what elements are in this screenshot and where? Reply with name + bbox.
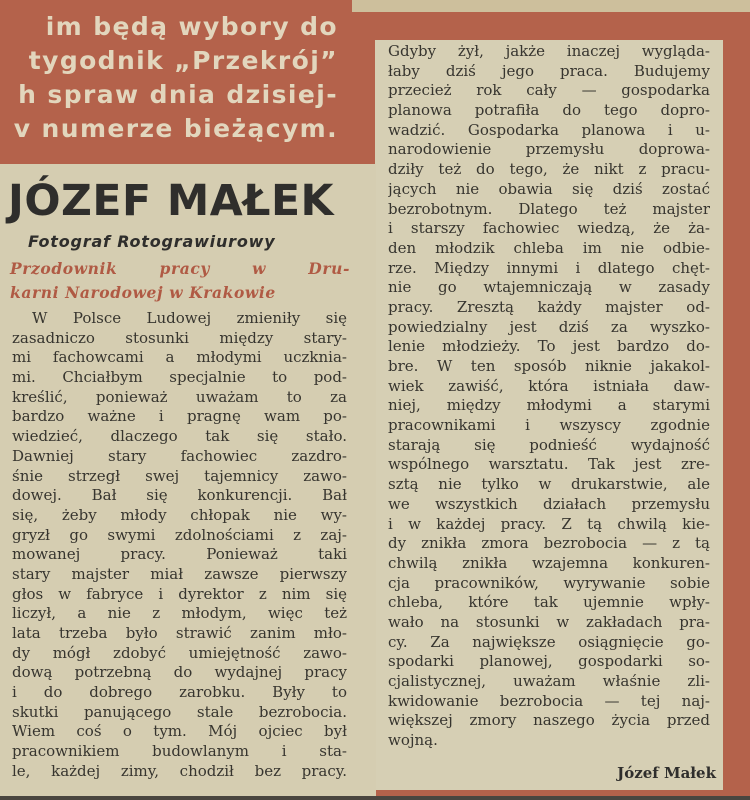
text-line: gryzł go swymi zdolnościami z zaj- <box>12 525 347 544</box>
article-headline: JÓZEF MAŁEK <box>8 176 335 226</box>
article-kicker-line: Przodownik pracy w Dru- <box>10 259 350 278</box>
text-line: głos w fabryce i dyrektor z nim się <box>12 584 347 603</box>
text-line: le, każdej zimy, chodził bez pracy. <box>12 761 347 780</box>
author-signature: Józef Małek <box>617 764 716 782</box>
text-line: wało na stosunki w zakładach pra- <box>388 612 710 631</box>
text-line: sztą nie tylko w drukarstwie, ale <box>388 475 710 494</box>
text-line: pracownikiem budowlanym i sta- <box>12 742 347 761</box>
text-line: powiedzialny jest dziś za wyszko- <box>388 317 710 336</box>
article-right-column <box>388 42 710 751</box>
promo-box <box>0 0 352 164</box>
text-line: wiedzieć, dlaczego tak się stało. <box>12 427 347 446</box>
text-line: i w każdej pracy. Z tą chwilą kie- <box>388 514 710 533</box>
text-line: zasadniczo stosunki między stary- <box>12 328 347 347</box>
text-line: rze. Między innymi i dlatego chęt- <box>388 258 710 277</box>
text-line: niej, między młodymi a starymi <box>388 396 710 415</box>
text-line: wiek zawiść, która istniała daw- <box>388 376 710 395</box>
text-line: dy znikła zmora bezrobocia — z tą <box>388 534 710 553</box>
text-line: większej zmory naszego życia przed <box>388 711 710 730</box>
text-line: przecież rok cały — gospodarka <box>388 81 710 100</box>
text-line: się, żeby młody chłopak nie wy- <box>12 505 347 524</box>
text-line: planowa potrafiła do tego dopro- <box>388 101 710 120</box>
text-line: W Polsce Ludowej zmieniły się <box>32 309 347 327</box>
text-line: chwilą znikła wzajemna konkuren- <box>388 553 710 572</box>
text-line: dy mógł zdobyć umiejętność zawo- <box>12 643 347 662</box>
text-line: skutki panującego stale bezrobocia. <box>12 702 347 721</box>
text-line: śnie strzegł swej tajemnicy zawo- <box>12 466 347 485</box>
text-line: Wiem coś o tym. Mój ojciec był <box>12 722 347 741</box>
article-subtitle: Fotograf Rotograwiurowy <box>28 232 276 251</box>
text-line: mowanej pracy. Ponieważ taki <box>12 545 347 564</box>
text-line: Gdyby żył, jakże inaczej wygląda- <box>388 42 710 60</box>
text-line: mi fachowcami a młodymi uczknia- <box>12 348 347 367</box>
text-line: mi. Chciałbym specjalnie to pod- <box>12 368 347 387</box>
text-line: cy. Za największe osiągnięcie go- <box>388 632 710 651</box>
article-kicker-line: karni Narodowej w Krakowie <box>10 283 276 302</box>
text-line: bre. W ten sposób niknie jakakol- <box>388 357 710 375</box>
text-line: stary majster miał zawsze pierwszy <box>12 564 347 583</box>
text-line: kwidowanie bezrobocia — tej naj- <box>388 691 710 710</box>
text-line: i do dobrego zarobku. Były to <box>12 683 347 702</box>
promo-line: v numerze bieżącym. <box>13 114 338 143</box>
text-line: dziły też do tego, że nikt z pracu- <box>388 160 710 179</box>
text-line: wadzić. Gospodarka planowa i u- <box>388 120 710 139</box>
text-line: nie go wtajemniczają w zasady <box>388 278 710 297</box>
page-bottom-rule <box>0 796 750 800</box>
article-left-column <box>12 309 347 782</box>
text-line: kreślić, ponieważ uważam to za <box>12 387 347 406</box>
text-line: den młodzik chleba im nie odbie- <box>388 238 710 257</box>
text-line: Dawniej stary fachowiec zazdro- <box>12 446 347 465</box>
column-gutter <box>352 164 376 797</box>
text-line: i starszy fachowiec wiedzą, że ża- <box>388 219 710 238</box>
text-line: chleba, które tak ujemnie wpły- <box>388 593 710 612</box>
text-line: narodowienie przemysłu doprowa- <box>388 140 710 159</box>
promo-line: im będą wybory do <box>45 12 338 41</box>
text-line: bardzo ważne i pragnę wam po- <box>12 407 347 426</box>
promo-line: h spraw dnia dzisiej- <box>18 80 338 109</box>
text-line: wojną. <box>388 731 438 750</box>
text-line: jących nie obawia się dziś zostać <box>388 179 710 198</box>
promo-line: tygodnik „Przekrój” <box>28 46 338 75</box>
text-line: dową potrzebną do wydajnej pracy <box>12 663 347 682</box>
text-line: lenie młodzieży. To jest bardzo do- <box>388 337 710 356</box>
text-line: bezrobotnym. Dlatego też majster <box>388 199 710 218</box>
text-line: we wszystkich działach przemysłu <box>388 494 710 513</box>
text-line: pracy. Zresztą każdy majster od- <box>388 297 710 316</box>
text-line: pracownikami i wszyscy zgodnie <box>388 416 710 435</box>
top-paper-strip <box>352 0 750 12</box>
text-line: liczył, a nie z młodym, więc też <box>12 604 347 623</box>
text-line: cja pracowników, wyrywanie sobie <box>388 573 710 592</box>
text-line: cjalistycznej, uważam właśnie zli- <box>388 672 710 690</box>
text-line: lata trzeba było strawić zanim mło- <box>12 624 347 642</box>
text-line: dowej. Bał się konkurencji. Bał <box>12 486 347 505</box>
text-line: wspólnego warsztatu. Tak jest zre- <box>388 455 710 474</box>
text-line: spodarki planowej, gospodarki so- <box>388 652 710 671</box>
text-line: łaby dziś jego praca. Budujemy <box>388 61 710 80</box>
text-line: starają się podnieść wydajność <box>388 435 710 454</box>
